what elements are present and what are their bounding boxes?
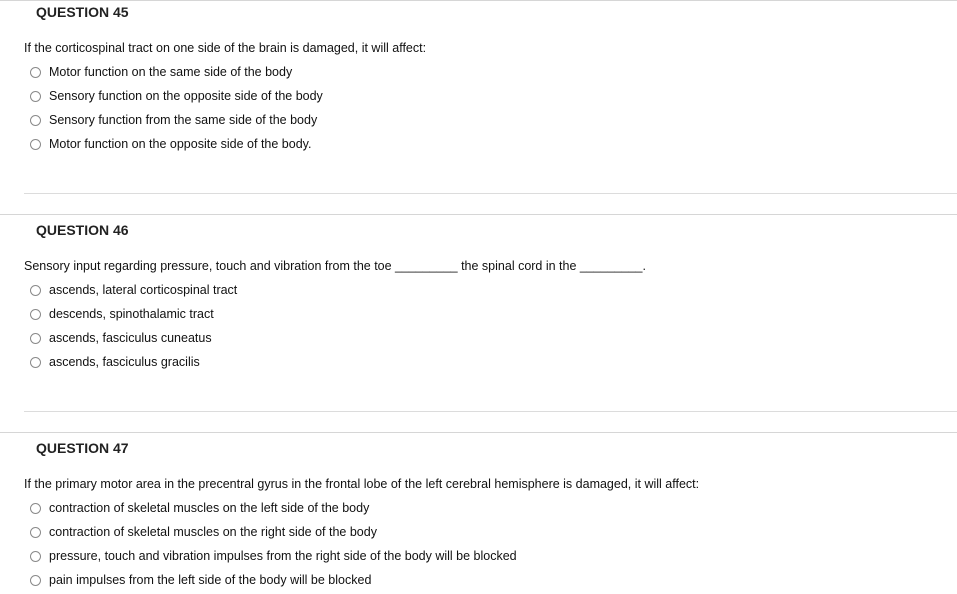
answer-option-label: contraction of skeletal muscles on the right side of the body [49,525,377,539]
radio-button[interactable] [30,575,41,586]
radio-button[interactable] [30,503,41,514]
answer-option-label: Sensory function from the same side of the body [49,113,318,127]
answer-option-label: ascends, lateral corticospinal tract [49,283,238,297]
radio-button[interactable] [30,115,41,126]
question-text: Sensory input regarding pressure, touch and vibration from the toe _________ the spinal cord in the _________. [24,259,646,273]
answer-option[interactable] [30,306,214,322]
answer-option-label: Motor function on the opposite side of the body. [49,137,312,151]
question-title: QUESTION 46 [36,222,129,238]
answer-option-label: pain impulses from the left side of the body will be blocked [49,573,372,587]
question-top-border [0,214,957,215]
question-text: If the corticospinal tract on one side of the brain is damaged, it will affect: [24,41,427,55]
answer-option[interactable] [30,500,369,516]
question-title: QUESTION 45 [36,4,129,20]
answer-option-label: ascends, fasciculus gracilis [49,355,200,369]
answer-option-label: descends, spinothalamic tract [49,307,214,321]
question-title: QUESTION 47 [36,440,129,456]
radio-button[interactable] [30,91,41,102]
answer-option[interactable] [30,354,200,370]
answer-option-label: Sensory function on the opposite side of the body [49,89,323,103]
answer-option-label: pressure, touch and vibration impulses from the right side of the body will be blocked [49,549,517,563]
question-45 [0,0,957,215]
question-46 [0,214,957,432]
answer-option[interactable] [30,282,237,298]
radio-button[interactable] [30,139,41,150]
answer-option[interactable] [30,88,323,104]
question-top-border [0,0,957,1]
radio-button[interactable] [30,285,41,296]
answer-option[interactable] [30,572,371,588]
question-47 [0,432,957,594]
answer-option[interactable] [30,64,292,80]
radio-button[interactable] [30,357,41,368]
answer-option[interactable] [30,548,517,564]
question-text: If the primary motor area in the precentral gyrus in the frontal lobe of the left cerebral hemisphere is damaged, it will affect: [24,477,700,491]
radio-button[interactable] [30,551,41,562]
answer-option[interactable] [30,136,311,152]
radio-button[interactable] [30,67,41,78]
answer-option[interactable] [30,524,377,540]
radio-button[interactable] [30,527,41,538]
question-divider [24,193,957,194]
answer-option[interactable] [30,330,212,346]
answer-option-label: contraction of skeletal muscles on the left side of the body [49,501,370,515]
question-top-border [0,432,957,433]
radio-button[interactable] [30,333,41,344]
answer-option-label: Motor function on the same side of the body [49,65,293,79]
answer-option[interactable] [30,112,317,128]
question-divider [24,411,957,412]
answer-option-label: ascends, fasciculus cuneatus [49,331,212,345]
radio-button[interactable] [30,309,41,320]
